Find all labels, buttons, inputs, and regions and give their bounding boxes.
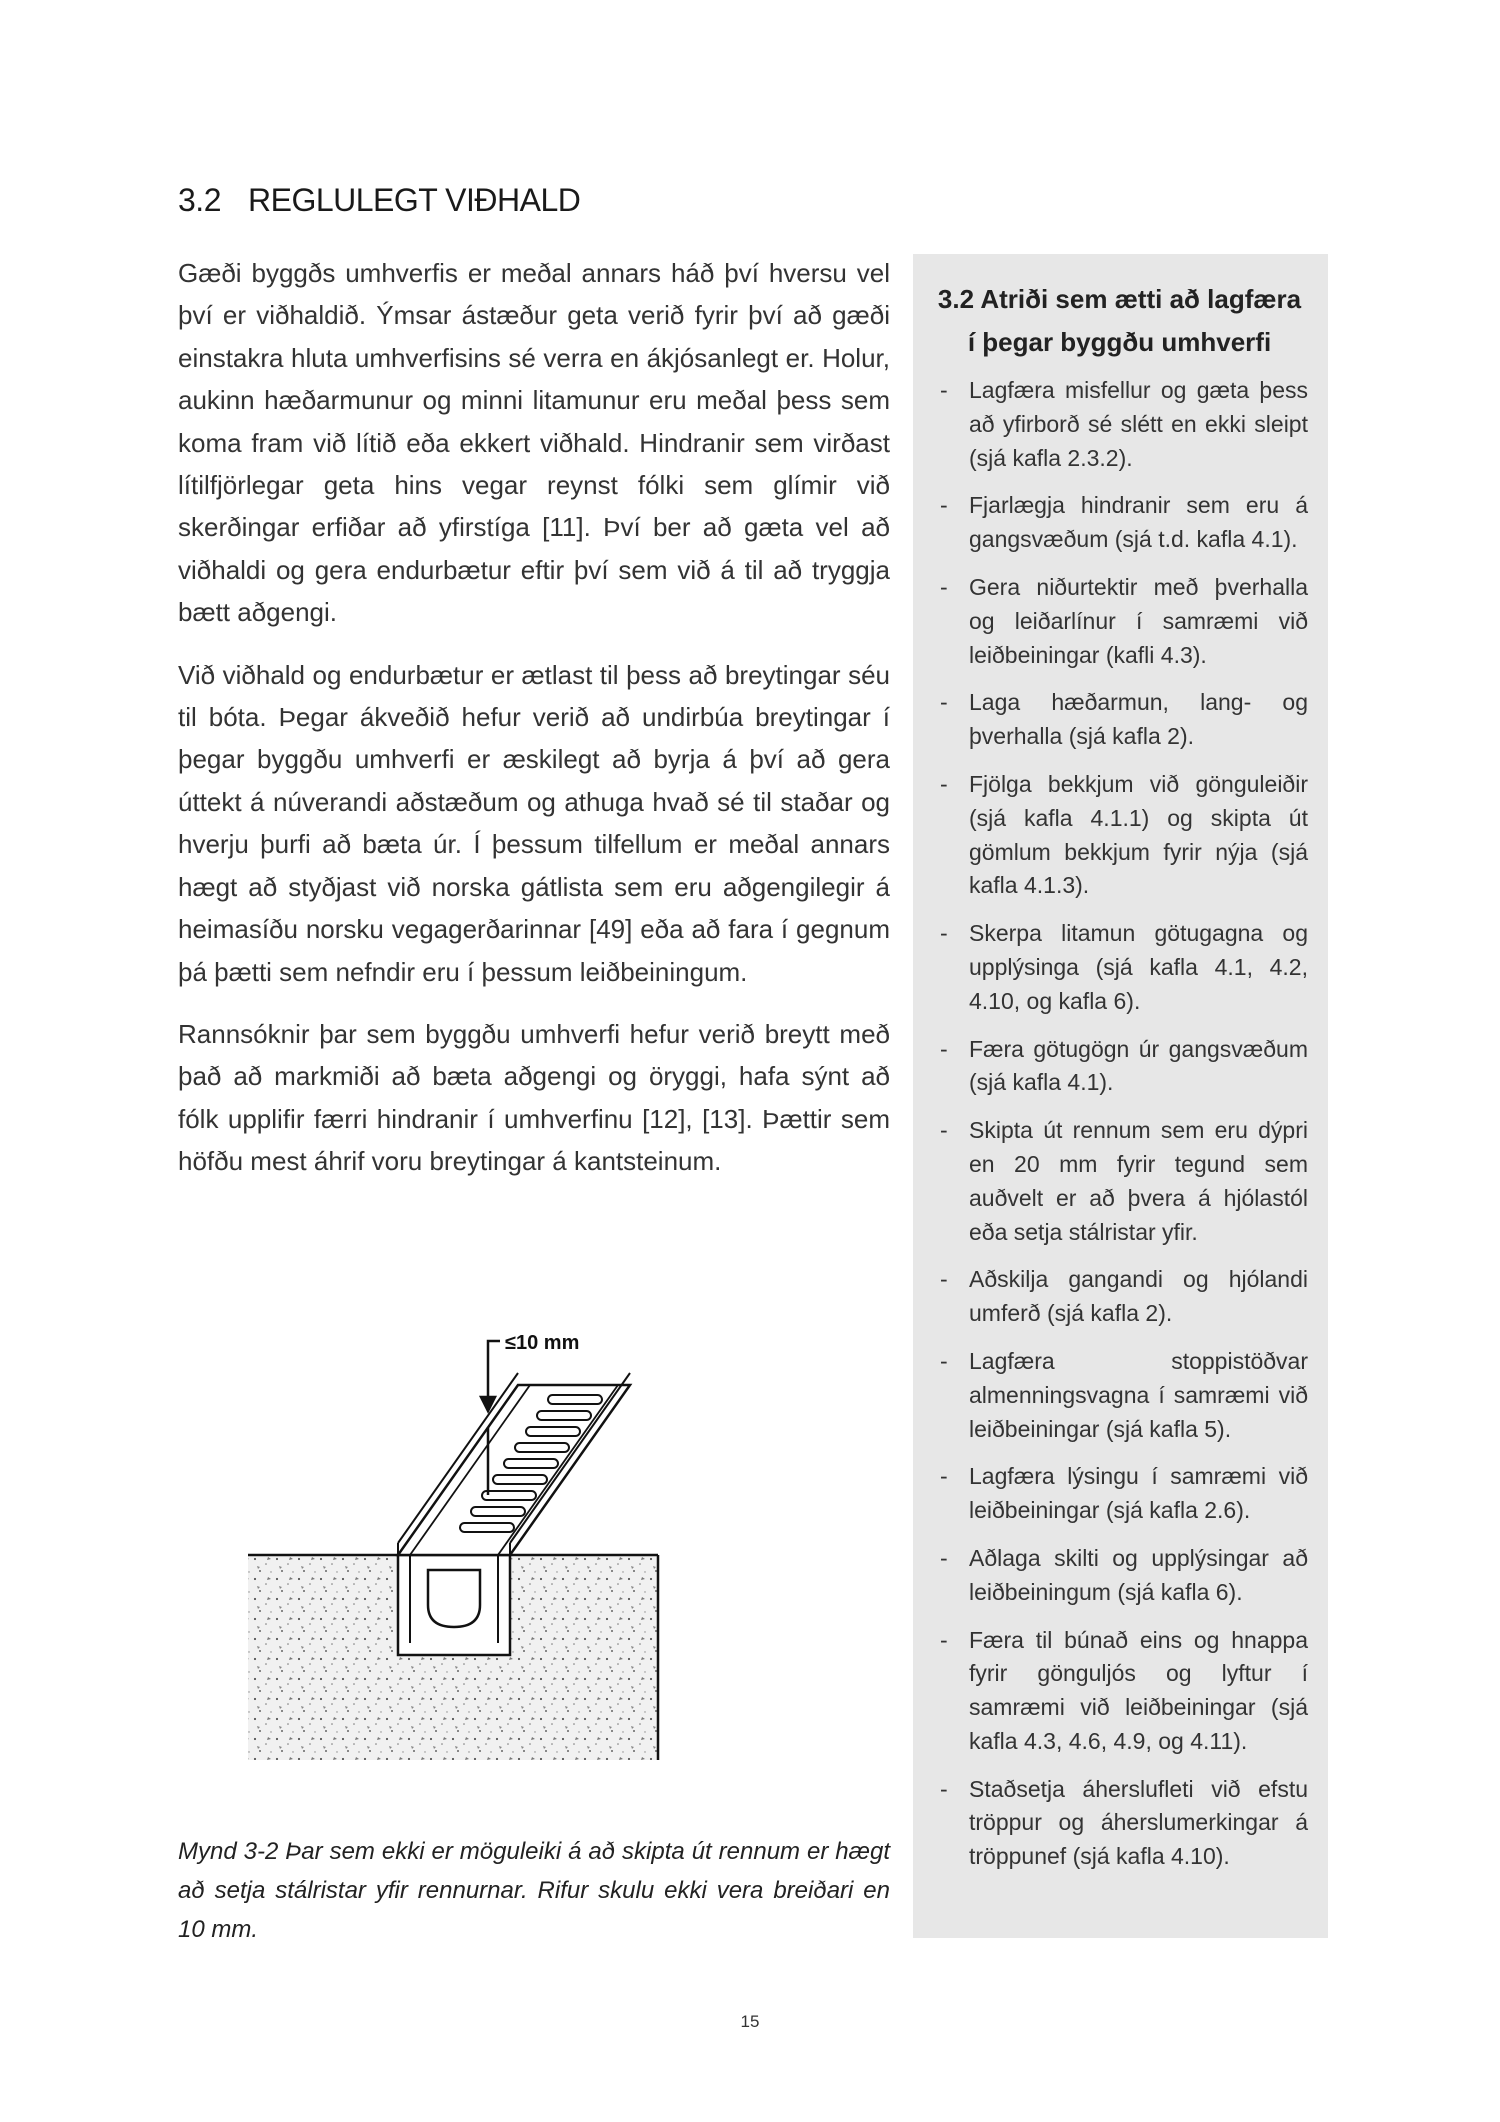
checklist-item: - Fjarlægja hindranir sem eru á gangsvæðum (sjá t.d. kafla 4.1). <box>931 489 1308 557</box>
checklist-sidebar <box>913 254 1328 1938</box>
grating-illustration <box>230 1315 750 1770</box>
checklist-item: - Lagfæra lýsingu í samræmi við leiðbeiningar (sjá kafla 2.6). <box>931 1460 1308 1528</box>
sidebar-title: 3.2 Atriði sem ætti að lagfæra í þegar byggðu umhverfi <box>937 284 1302 357</box>
section-number: 3.2 <box>178 182 221 218</box>
paragraph: Gæði byggðs umhverfis er meðal annars háð því hversu vel því er viðhaldið. Ýmsar ástæður geta verið fyrir því að gæði einstakra hluta umhverfisins sé verra en ákjósanlegt er. Holur, aukinn hæðarmunur og minni litamunur eru meðal þess sem koma fram við lítið eða ekkert viðhald. Hindranir sem virðast lítilfjörlegar geta hins vegar reynst fólki sem glímir við skerðingar erfiðar að yfirstíga [11]. Því ber að gæta vel að viðhaldi og gera endurbætur eftir því sem við á til að tryggja bætt aðgengi. <box>178 258 890 628</box>
checklist-item: - Skerpa litamun götugagna og upplýsinga (sjá kafla 4.1, 4.2, 4.10, og kafla 6). <box>931 917 1308 1018</box>
paragraph: Við viðhald og endurbætur er ætlast til þess að breytingar séu til bóta. Þegar ákveðið hefur verið að undirbúa breytingar í þegar byggðu umhverfi er æskilegt að byrja á því að gera úttekt á núverandi aðstæðum og athuga hvað sé til staðar og hverju þurfi að bæta úr. Í þessum tilfellum er meðal annars hægt að styðjast við norska gátlista sem eru aðgengilegir á heimasíðu norsku vegagerðarinnar [49] eða að fara í gegnum þá þætti sem nefndir eru í þessum leiðbeiningum. <box>178 659 890 987</box>
checklist-item: - Laga hæðarmun, lang- og þverhalla (sjá kafla 2). <box>931 686 1308 754</box>
paragraph: Rannsóknir þar sem byggðu umhverfi hefur verið breytt með það að markmiði að bæta aðgengi og öryggi, hafa sýnt að fólk upplifir færri hindranir í umhverfinu [12], [13]. Þættir sem höfðu mest áhrif voru breytingar á kantsteinum. <box>178 1018 890 1177</box>
checklist-item: - Færa götugögn úr gangsvæðum (sjá kafla 4.1). <box>931 1033 1308 1101</box>
checklist-item: - Lagfæra misfellur og gæta þess að yfirborð sé slétt en ekki sleipt (sjá kafla 2.3.2). <box>931 374 1308 475</box>
checklist-item: - Aðlaga skilti og upplýsingar að leiðbeiningum (sjá kafla 6). <box>931 1542 1308 1610</box>
body-text <box>178 252 890 1203</box>
section-title: REGLULEGT VIÐHALD <box>248 182 581 218</box>
checklist-item: - Færa til búnað eins og hnappa fyrir gönguljós og lyftur í samræmi við leiðbeiningar (sjá kafla 4.3, 4.6, 4.9, og 4.11). <box>931 1624 1308 1759</box>
section-heading <box>178 182 580 219</box>
checklist-item: - Lagfæra stoppistöðvar almenningsvagna í samræmi við leiðbeiningar (sjá kafla 5). <box>931 1345 1308 1446</box>
checklist-item: - Skipta út rennum sem eru dýpri en 20 mm fyrir tegund sem auðvelt er að þvera á hjólastól eða setja stálristar yfir. <box>931 1114 1308 1249</box>
checklist-item: - Aðskilja gangandi og hjólandi umferð (sjá kafla 2). <box>931 1263 1308 1331</box>
page-number: 15 <box>740 2012 760 2031</box>
figure-caption: Mynd 3-2 Þar sem ekki er möguleiki á að skipta út rennum er hægt að setja stálristar yfir rennurnar. Rifur skulu ekki vera breiðari en 10 mm. <box>178 1838 890 1943</box>
dimension-label: ≤10 mm <box>505 1332 580 1354</box>
checklist <box>931 374 1308 1874</box>
checklist-item: - Fjölga bekkjum við gönguleiðir (sjá kafla 4.1.1) og skipta út gömlum bekkjum fyrir nýja (sjá kafla 4.1.3). <box>931 768 1308 903</box>
checklist-item: - Gera niðurtektir með þverhalla og leiðarlínur í samræmi við leiðbeiningar (kafli 4.3). <box>931 571 1308 672</box>
checklist-item: - Staðsetja áherslufleti við efstu tröppur og áherslumerkingar á tröppunef (sjá kafla 4.10). <box>931 1773 1308 1874</box>
